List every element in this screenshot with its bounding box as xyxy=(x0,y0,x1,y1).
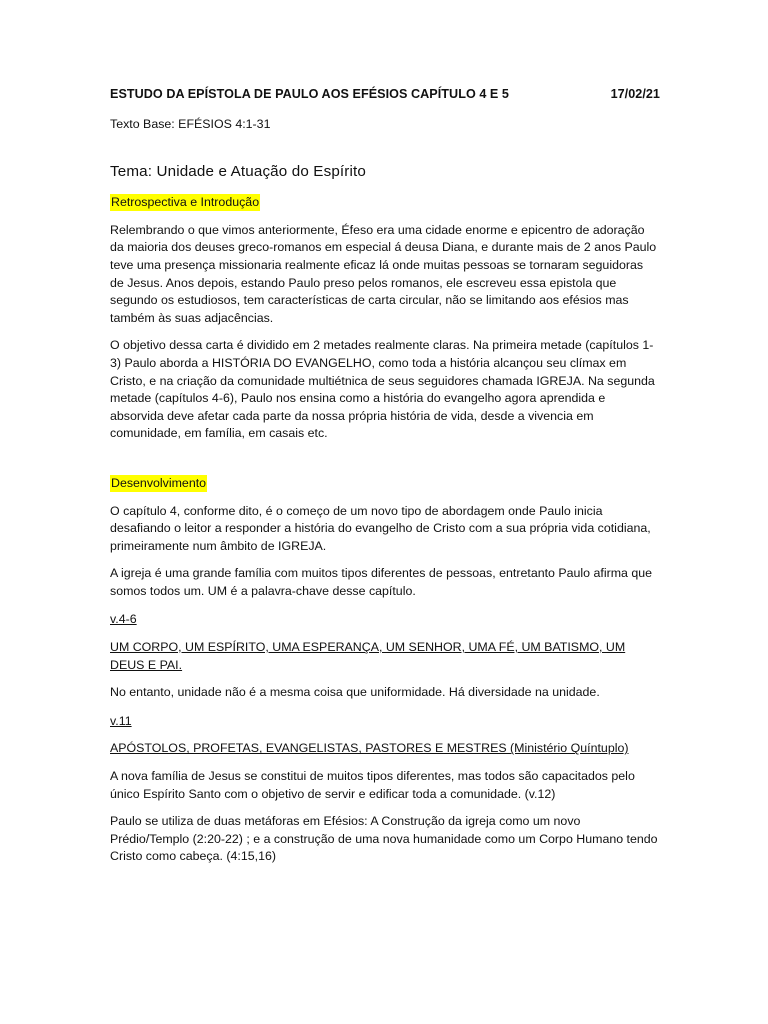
verse-note: Paulo se utiliza de duas metáforas em Efésios: A Construção da igreja como um novo Prédio/Templo (2:20-22) ; e a construção de uma nova humanidade como um Corpo Humano tendo Cristo como cabeça. (4:15,16) xyxy=(110,814,658,864)
verse-reference: v.4-6 xyxy=(110,612,137,627)
verse-quote: UM CORPO, UM ESPÍRITO, UMA ESPERANÇA, UM SENHOR, UMA FÉ, UM BATISMO, UM DEUS E PAI. xyxy=(110,640,626,672)
retrospective-paragraph: O objetivo dessa carta é dividido em 2 metades realmente claras. Na primeira metade (capítulos 1-3) Paulo aborda a HISTÓRIA DO EVANGELHO, como toda a história alcançou seu clímax em Cristo, e na criação da comunidade multiétnica de seus seguidores chamada IGREJA. Na segunda metade (capítulos 4-6), Paulo nos ensina como a história do evangelho agora aprendida e absorvida deve afetar cada parte da nossa própria história de vida, desde a vivencia em comunidade, em família, em casais etc. xyxy=(110,338,655,441)
base-text: Texto Base: EFÉSIOS 4:1-31 xyxy=(110,116,271,131)
retrospective-section xyxy=(110,194,660,443)
document-date: 17/02/21 xyxy=(610,87,660,101)
document-title: ESTUDO DA EPÍSTOLA DE PAULO AOS EFÉSIOS CAPÍTULO 4 E 5 xyxy=(110,87,509,101)
theme-heading: Tema: Unidade e Atuação do Espírito xyxy=(110,163,366,181)
retrospective-heading: Retrospectiva e Introdução xyxy=(111,195,260,210)
verse-reference: v.11 xyxy=(110,713,132,728)
development-heading: Desenvolvimento xyxy=(111,475,207,490)
development-section xyxy=(110,475,660,866)
document-header xyxy=(110,86,660,104)
verse-note: No entanto, unidade não é a mesma coisa que uniformidade. Há diversidade na unidade. xyxy=(110,685,600,700)
verse-quote: APÓSTOLOS, PROFETAS, EVANGELISTAS, PASTORES E MESTRES (Ministério Quíntuplo) xyxy=(110,741,629,756)
document-page xyxy=(110,86,660,866)
retrospective-paragraph: Relembrando o que vimos anteriormente, Éfeso era uma cidade enorme e epicentro de adoração da maioria dos deuses greco-romanos em especial á deusa Diana, e durante mais de 2 anos Paulo teve uma presença missionaria realmente eficaz lá onde muitas pessoas se tornaram seguidoras de Jesus. Anos depois, estando Paulo preso pelos romanos, ele escreveu essa epistola que segundo os estudiosos, tem características de carta circular, não se limitando aos efésios mas também às suas adjacências. xyxy=(110,222,657,325)
development-paragraph: A igreja é uma grande família com muitos tipos diferentes de pessoas, entretanto Paulo afirma que somos todos um. UM é a palavra-chave desse capítulo. xyxy=(110,566,653,598)
verse-note: A nova família de Jesus se constitui de muitos tipos diferentes, mas todos são capacitados pelo único Espírito Santo com o objetivo de servir e edificar toda a comunidade. (v.12) xyxy=(110,769,635,801)
development-paragraph: O capítulo 4, conforme dito, é o começo de um novo tipo de abordagem onde Paulo inicia desafiando o leitor a responder a história do evangelho de Cristo com a sua própria vida cotidiana, primeiramente num âmbito de IGREJA. xyxy=(110,503,651,553)
